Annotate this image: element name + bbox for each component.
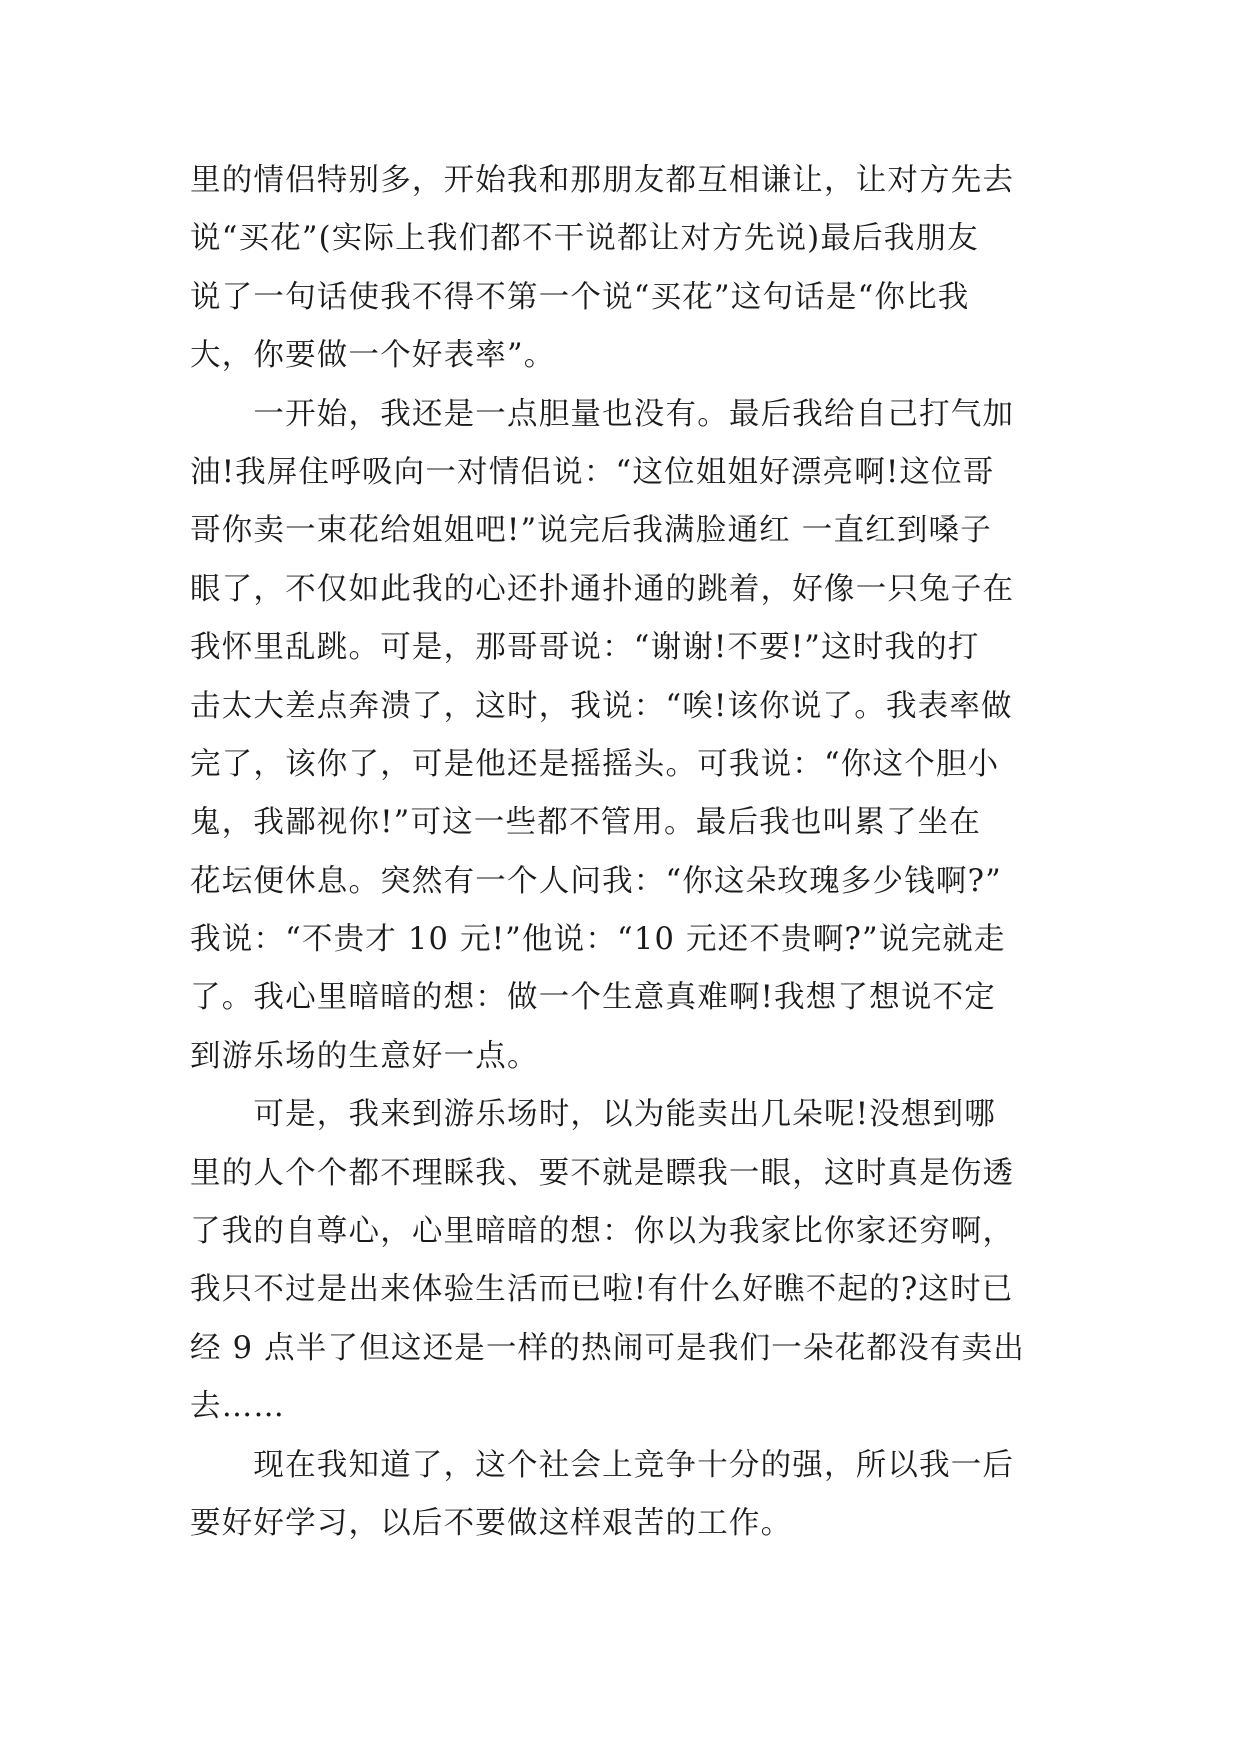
text-line: 了我的自尊心，心里暗暗的想：你以为我家比你家还穷啊， xyxy=(190,1214,1015,1250)
text-line: 经 9 点半了但这还是一样的热闹可是我们一朵花都没有卖出 xyxy=(190,1330,1025,1366)
text-line: 油!我屏住呼吸向一对情侣说：“这位姐姐好漂亮啊!这位哥 xyxy=(190,454,995,490)
text-line: 现在我知道了，这个社会上竞争十分的强，所以我一后 xyxy=(190,1447,1015,1483)
text-line: 我说：“不贵才 10 元!”他说：“10 元还不贵啊?”说完就走 xyxy=(190,922,1006,958)
text-line: 去…… xyxy=(190,1389,286,1425)
text-line: 完了，该你了，可是他还是摇摇头。可我说：“你这个胆小 xyxy=(190,746,1000,782)
text-line: 花坛便休息。突然有一个人问我：“你这朵玫瑰多少钱啊?” xyxy=(190,863,1002,899)
text-line: 要好好学习，以后不要做这样艰苦的工作。 xyxy=(190,1505,793,1541)
body-text xyxy=(190,152,1060,1553)
text-line: 鬼，我鄙视你!”可这一些都不管用。最后我也叫累了坐在 xyxy=(190,805,982,841)
text-line: 我怀里乱跳。可是，那哥哥说：“谢谢!不要!”这时我的打 xyxy=(190,630,980,666)
text-line: 到游乐场的生意好一点。 xyxy=(190,1038,539,1074)
text-line: 里的情侣特别多，开始我和那朋友都互相谦让，让对方先去 xyxy=(190,163,1015,198)
text-line: 一开始，我还是一点胆量也没有。最后我给自己打气加 xyxy=(190,396,1015,432)
text-line: 了。我心里暗暗的想：做一个生意真难啊!我想了想说不定 xyxy=(190,980,996,1016)
text-line: 击太大差点奔溃了，这时，我说：“唉!该你说了。我表率做 xyxy=(190,688,1013,724)
text-line: 眼了，不仅如此我的心还扑通扑通的跳着，好像一只兔子在 xyxy=(190,571,1015,607)
text-line: 说了一句话使我不得不第一个说“买花”这句话是“你比我 xyxy=(190,279,970,315)
text-line: 我只不过是出来体验生活而已啦!有什么好瞧不起的?这时已 xyxy=(190,1272,1014,1308)
text-line: 说“买花”(实际上我们都不干说都让对方先说)最后我朋友 xyxy=(190,221,979,257)
text-line: 大，你要做一个好表率”。 xyxy=(190,338,556,374)
text-line: 可是，我来到游乐场时，以为能卖出几朵呢!没想到哪 xyxy=(190,1097,996,1133)
text-line: 哥你卖一束花给姐姐吧!”说完后我满脸通红 一直红到嗓子 xyxy=(190,513,992,549)
text-line: 里的人个个都不理睬我、要不就是瞟我一眼，这时真是伤透 xyxy=(190,1155,1015,1191)
